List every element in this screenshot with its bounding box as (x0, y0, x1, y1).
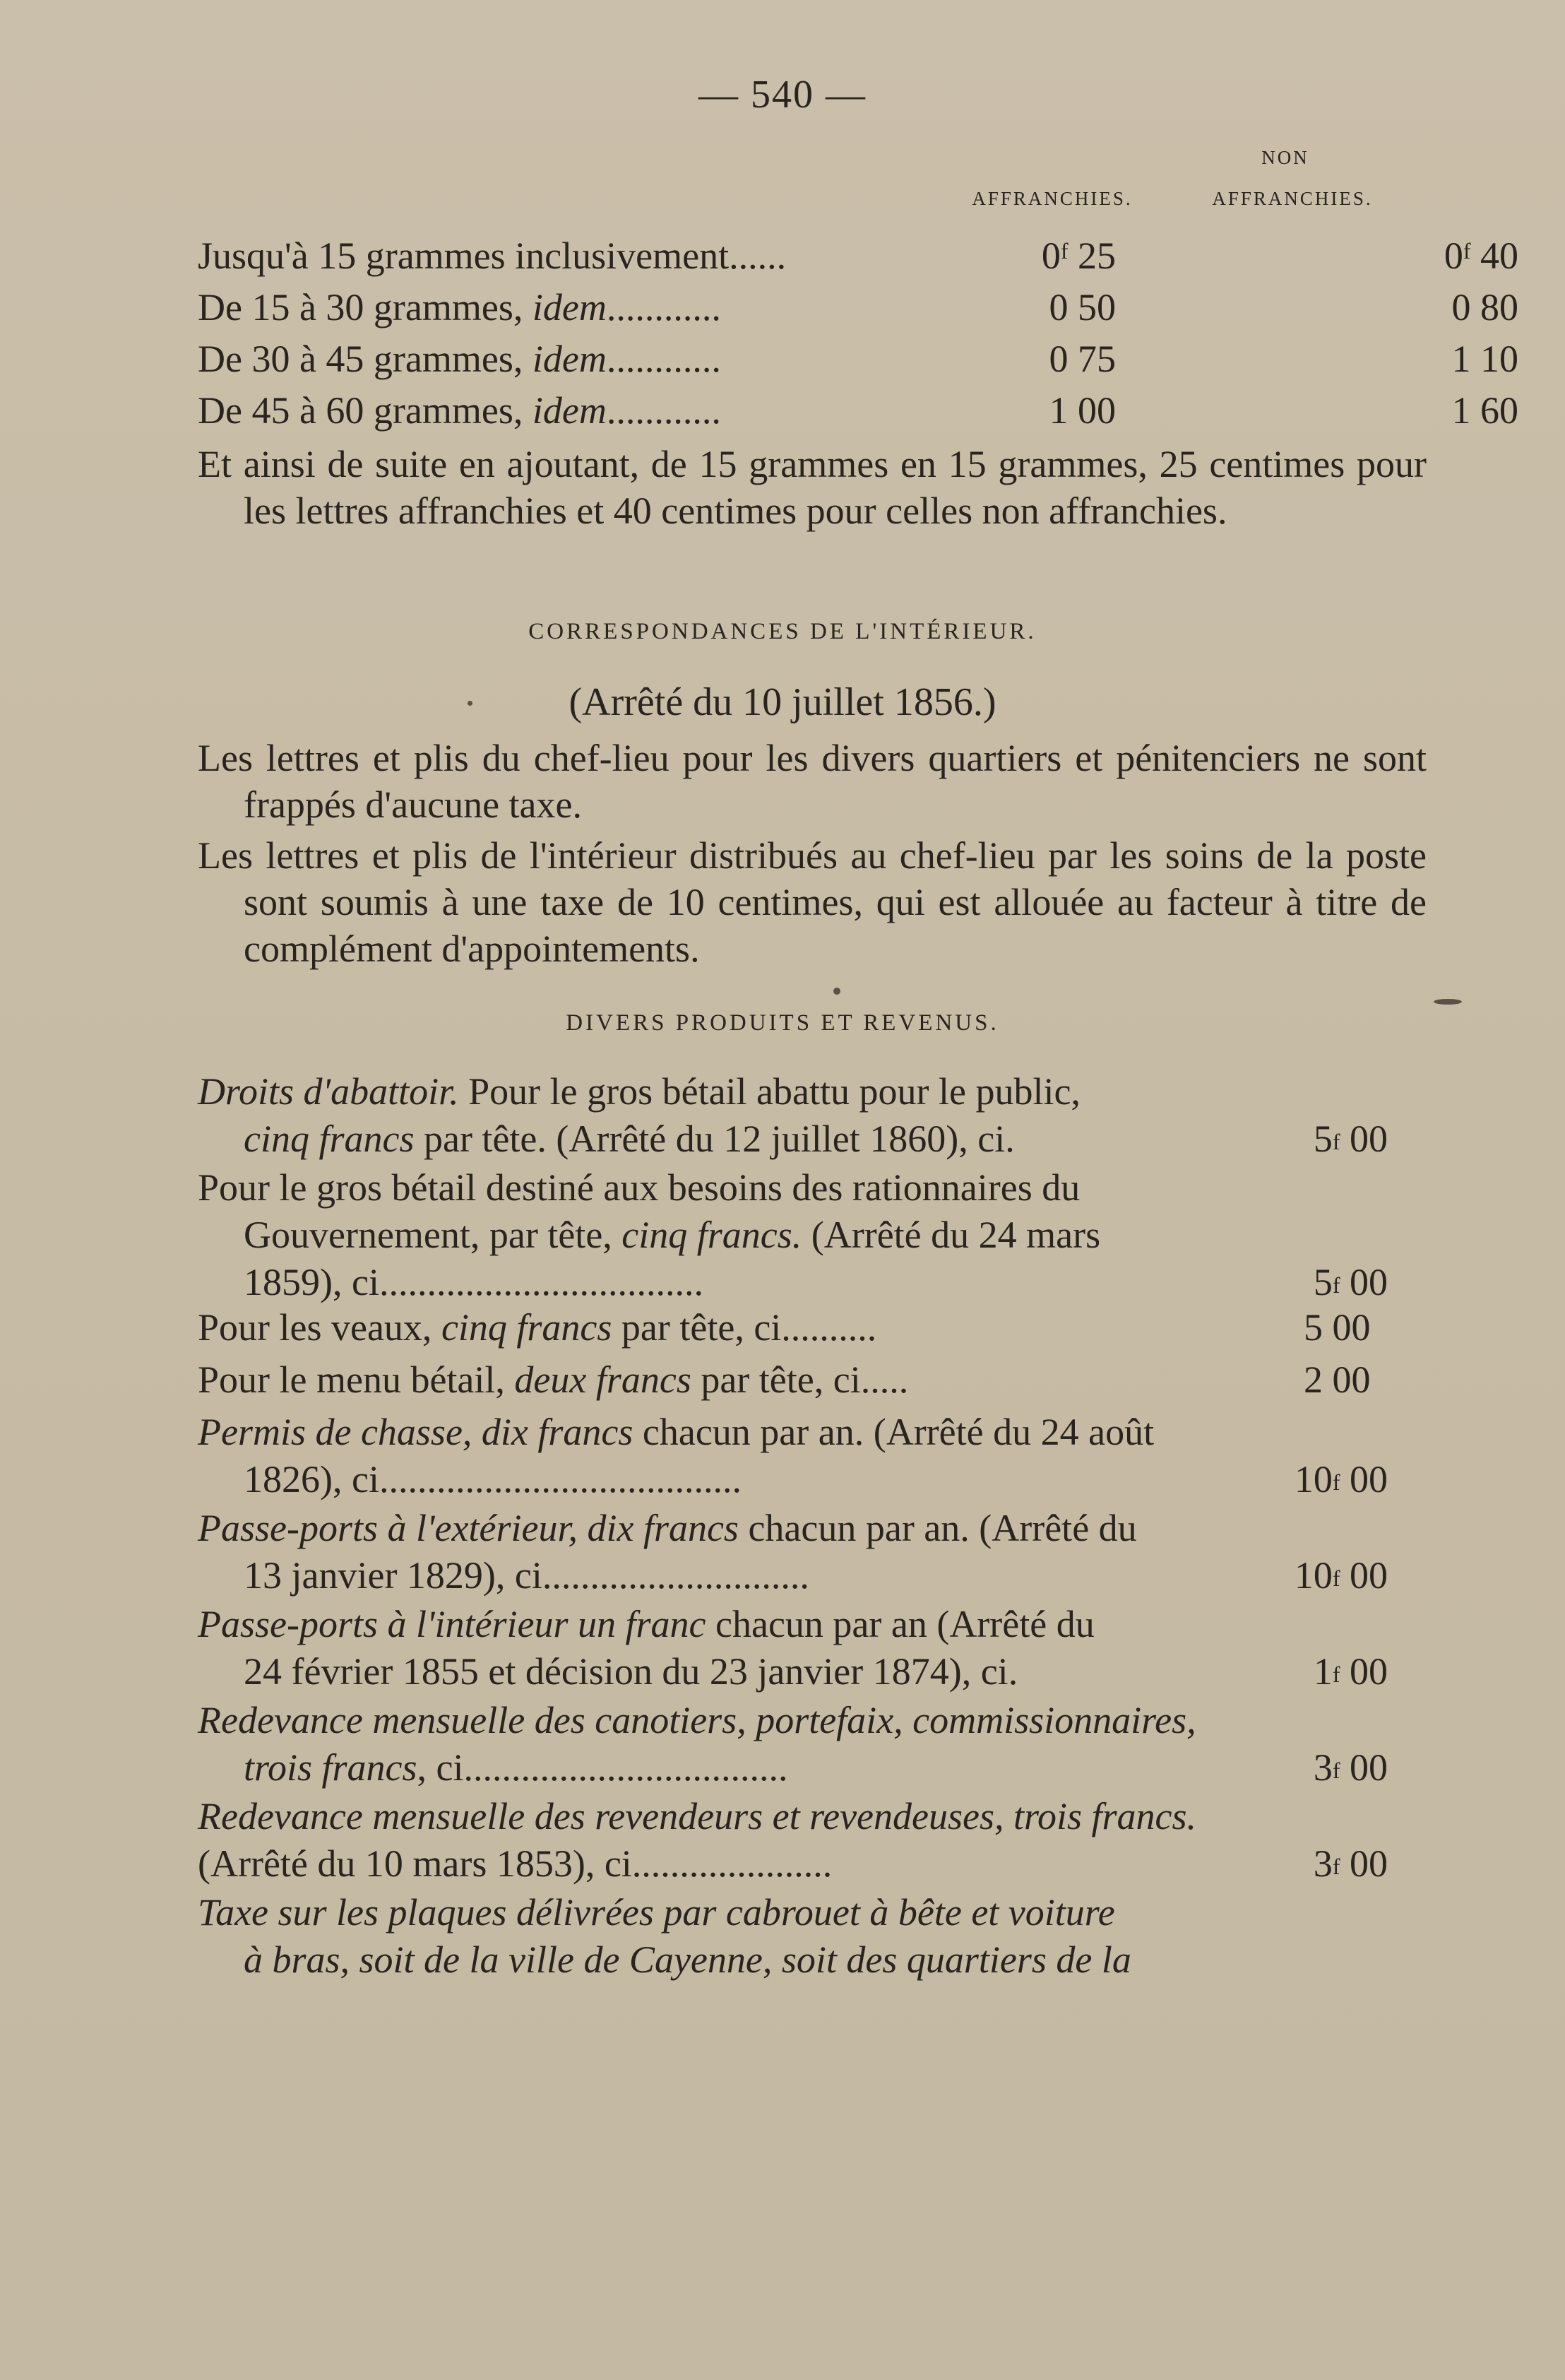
section-subtitle-arrete: (Arrêté du 10 juillet 1856.) (569, 680, 996, 724)
row-value-non-affranchies: 0 80 (1451, 286, 1518, 328)
row-value-affranchies: 0 50 (1049, 286, 1116, 328)
row-label: De 15 à 30 grammes, idem............ (198, 286, 721, 328)
row-label: Jusqu'à 15 grammes inclusivement...... (198, 235, 787, 277)
list-item: Pour les veaux, cinq francs par tête, ci.......... 5 00 (198, 1306, 1371, 1349)
paragraph-chef-lieu: Les lettres et plis du chef-lieu pour les divers quartiers et pénitenciers ne sont frappés d'aucune taxe. (198, 737, 1427, 826)
list-item: Redevance mensuelle des revendeurs et revendeuses, trois francs. (Arrêté du 10 mars 1853), ci..................... 3$^f$ 00 (198, 1795, 1388, 1885)
list-item: Passe-ports à l'extérieur, dix francs chacun par an. (Arrêté du 13 janvier 1829), ci............................ 10$^f$ 00 (198, 1507, 1388, 1597)
list-item: Redevance mensuelle des canotiers, portefaix, commissionnaires, trois francs, ci.................................. 3$^f$ 00 (198, 1699, 1388, 1789)
row-value-non-affranchies: 1 60 (1451, 389, 1518, 432)
col-head-affranchies: AFFRANCHIES. (972, 188, 1133, 209)
page-number: — 540 — (698, 73, 867, 117)
section-title-divers-produits: DIVERS PRODUITS ET REVENUS. (566, 1010, 999, 1036)
list-item: Pour le gros bétail destiné aux besoins des rationnaires du Gouvernement, par tête, cinq francs. (Arrêté du 24 mars 1859), ci.................................. 5$^f$ 00 (198, 1166, 1388, 1303)
list-item: Permis de chasse, dix francs chacun par an. (Arrêté du 24 août 1826), ci...................................... 10$^f$ 00 (198, 1411, 1388, 1500)
row-label: De 30 à 45 grammes, idem............ (198, 338, 721, 380)
col-head-non: NON (1261, 147, 1309, 168)
row-value-non-affranchies: 1 10 (1451, 338, 1518, 380)
row-value-affranchies: 0 75 (1049, 338, 1116, 380)
list-item: Droits d'abattoir. Pour le gros bétail abattu pour le public, cinq francs par tête. (Arrêté du 12 juillet 1860), ci. 5$^f$ 00 (198, 1070, 1388, 1160)
row-value-affranchies: 0$^f$ 25 (1041, 235, 1116, 277)
col-head-non-affranchies: AFFRANCHIES. (1212, 188, 1373, 209)
ink-speck (833, 988, 840, 995)
list-item: Passe-ports à l'intérieur un franc chacun par an (Arrêté du 24 février 1855 et décision du 23 janvier 1874), ci. 1$^f$ 00 (198, 1603, 1388, 1693)
list-item: Taxe sur les plaques délivrées par cabrouet à bête et voiture à bras, soit de la ville de Cayenne, soit des quartiers de la (198, 1891, 1131, 1981)
paragraph-interieur: Les lettres et plis de l'intérieur distribués au chef-lieu par les soins de la poste sont soumis à une taxe de 10 centimes, qui est allouée au facteur à titre de complément d'appointements. (198, 834, 1427, 970)
row-label: De 45 à 60 grammes, idem............ (198, 389, 721, 432)
list-item: Pour le menu bétail, deux francs par tête, ci..... 2 00 (198, 1358, 1371, 1401)
ink-speck (468, 701, 472, 706)
ink-speck (1434, 999, 1462, 1005)
intro-paragraph: Et ainsi de suite en ajoutant, de 15 grammes en 15 grammes, 25 centimes pour les lettres affranchies et 40 centimes pour celles non affranchies. (198, 443, 1427, 532)
row-value-affranchies: 1 00 (1049, 389, 1116, 432)
section-title-correspondances: CORRESPONDANCES DE L'INTÉRIEUR. (528, 619, 1037, 644)
row-value-non-affranchies: 0$^f$ 40 (1444, 235, 1518, 277)
